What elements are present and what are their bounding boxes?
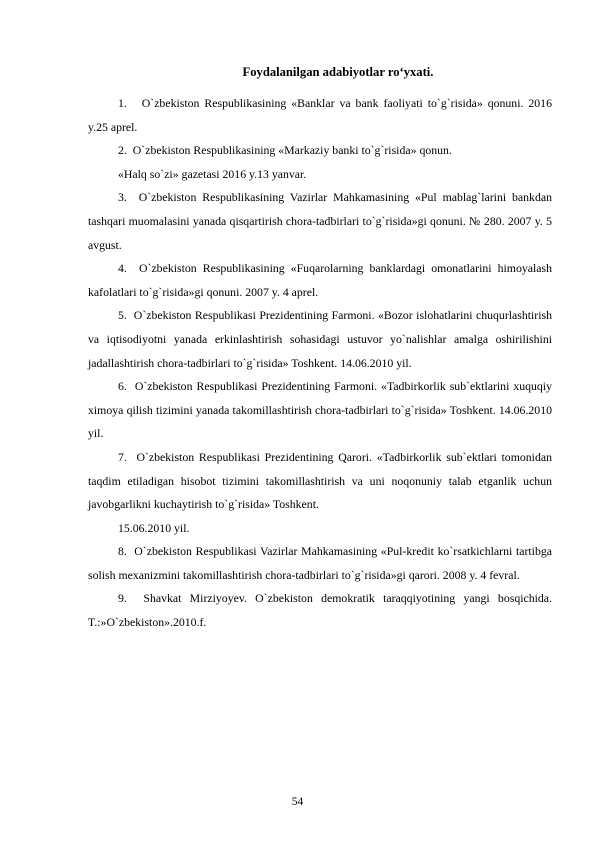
reference-text: Shavkat Mirziyoyev. O`zbekiston demokratik taraqqiyotining yangi bosqichida. T.:»O`zbekiston».2010.f. [88, 591, 552, 630]
reference-text: O`zbekiston Respublikasi Prezidentining Farmoni. «Bozor islohatlarini chuqurlashtirish va iqtisodiyotni yanada erkinlashtirish sohasidagi ustuvor yo`nalishlar amalga oshirilishini jadallashtirish chora-tadbirlari to`g`risida» Toshkent. 14.06.2010 yil. [88, 308, 552, 370]
reference-text: O`zbekiston Respublikasining «Markaziy banki to`g`risida» qonun. [132, 143, 452, 158]
reference-text: 15.06.2010 yil. [118, 520, 190, 535]
reference-item-4 [88, 257, 552, 304]
reference-number: 8. [118, 544, 127, 559]
reference-number: 4. [118, 261, 127, 276]
reference-item-3 [88, 186, 552, 257]
reference-item-5 [88, 304, 552, 375]
reference-item-7 [88, 446, 552, 517]
reference-item-7-continued [88, 517, 552, 541]
reference-text: O`zbekiston Respublikasining «Banklar va bank faoliyati to`g`risida» qonuni. 2016 y.25 aprel. [88, 96, 552, 134]
reference-number: 2. [118, 143, 127, 158]
reference-text: O`zbekiston Respublikasi Prezidentining Farmoni. «Tadbirkorlik sub`ektlarini xuquqiy ximoya qilish tizimini yanada takomillashtirish chora-tadbirlari to`g`risida» Toshkent. 14.06.2010 yil. [88, 379, 552, 441]
reference-number: 7. [118, 449, 127, 464]
reference-text: O`zbekiston Respublikasining «Fuqarolarning banklardagi omonatlarini himoyalash kafolatlari to`g`risida»gi qonuni. 2007 y. 4 aprel. [88, 261, 552, 299]
reference-number: 9. [118, 591, 127, 606]
page-number: 54 [291, 796, 304, 808]
reference-item-9 [88, 587, 552, 634]
reference-list [88, 92, 552, 635]
reference-item-2-continued [88, 163, 552, 187]
reference-item-8 [88, 540, 552, 587]
reference-number: 1. [118, 96, 127, 110]
reference-text: «Halq so`zi» gazetasi 2016 y.13 yanvar. [118, 166, 307, 181]
reference-item-2 [88, 139, 552, 163]
reference-number: 6. [118, 379, 127, 394]
reference-number: 3. [118, 190, 127, 205]
reference-text: O`zbekiston Respublikasining Vazirlar Mahkamasining «Pul mablag`larini bankdan tashqari muomalasini yanada qisqartirish chora-tadbirlari to`g`risida»gi qonuni. № 280. 2007 y. 5 avgust. [88, 190, 552, 252]
reference-item-6 [88, 375, 552, 446]
reference-text: O`zbekiston Respublikasi Vazirlar Mahkamasining «Pul-kredit ko`rsatkichlarni tartibga solish mexanizmini takomillashtirish chora-tadbirlari to`g`risida»gi qarori. 2008 y. 4 fevral. [88, 544, 552, 582]
reference-text: O`zbekiston Respublikasi Prezidentining Qarori. «Tadbirkorlik sub`ektlari tomonidan taqdim etiladigan hisobot tizimini takomillashtirish va uni noqonuniy talab etganlik uchun javobgarlikni kuchaytirish to`g`risida» Toshkent. [88, 449, 552, 512]
reference-number: 5. [118, 308, 127, 323]
reference-item-1 [88, 92, 552, 139]
page-title: Foydalanilgan adabiyotlar ro‘yxati. [242, 65, 434, 79]
